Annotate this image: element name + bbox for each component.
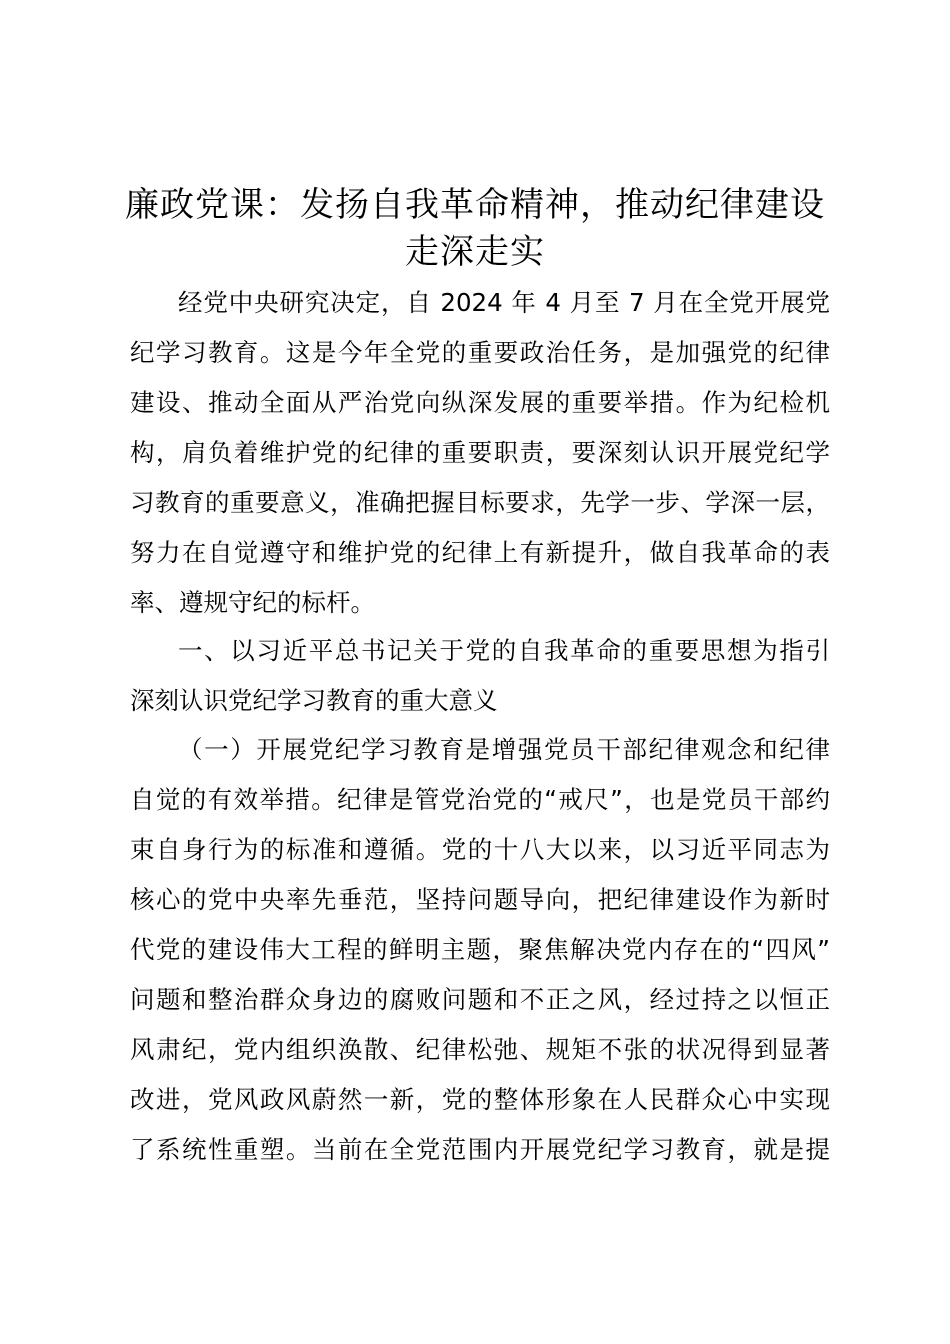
paragraph-2-line-4: 核心的党中央率先垂范，坚持问题导向，把纪律建设作为新时 — [130, 885, 830, 914]
paragraph-1-line-3: 建设、推动全面从严治党向纵深发展的重要举措。作为纪检机 — [130, 388, 830, 417]
paragraph-2-line-3: 束自身行为的标准和遵循。党的十八大以来，以习近平同志为 — [130, 835, 830, 864]
paragraph-2-line-6: 问题和整治群众身边的腐败问题和不正之风，经过持之以恒正 — [130, 985, 830, 1014]
paragraph-1-line-5: 习教育的重要意义，准确把握目标要求，先学一步、学深一层， — [130, 488, 830, 517]
paragraph-1-line-4: 构，肩负着维护党的纪律的重要职责，要深刻认识开展党纪学 — [130, 438, 830, 467]
paragraph-2-line-7: 风肃纪，党内组织涣散、纪律松弛、规矩不张的状况得到显著 — [130, 1035, 830, 1064]
paragraph-2-line-9: 了系统性重塑。当前在全党范围内开展党纪学习教育，就是提 — [130, 1135, 830, 1164]
paragraph-2-line-1: （一）开展党纪学习教育是增强党员干部纪律观念和纪律 — [178, 735, 830, 764]
document-title-line-2: 走深走实 — [405, 232, 545, 272]
paragraph-2-line-8: 改进，党风政风蔚然一新，党的整体形象在人民群众心中实现 — [130, 1085, 830, 1114]
paragraph-1-line-6: 努力在自觉遵守和维护党的纪律上有新提升，做自我革命的表 — [130, 538, 830, 567]
paragraph-2-line-5: 代党的建设伟大工程的鲜明主题，聚焦解决党内存在的“四风” — [130, 935, 830, 964]
heading-1-line-2: 深刻认识党纪学习教育的重大意义 — [130, 686, 498, 715]
paragraph-1-line-1: 经党中央研究决定，自 2024 年 4 月至 7 月在全党开展党 — [178, 288, 830, 317]
paragraph-2-line-2: 自觉的有效举措。纪律是管党治党的“戒尺”，也是党员干部约 — [130, 785, 830, 814]
heading-1-line-1: 一、以习近平总书记关于党的自我革命的重要思想为指引 — [178, 636, 830, 665]
paragraph-1-line-2: 纪学习教育。这是今年全党的重要政治任务，是加强党的纪律 — [130, 338, 830, 367]
paragraph-1-line-7: 率、遵规守纪的标杆。 — [130, 588, 375, 617]
document-title-line-1: 廉政党课：发扬自我革命精神，推动纪律建设 — [125, 185, 825, 225]
